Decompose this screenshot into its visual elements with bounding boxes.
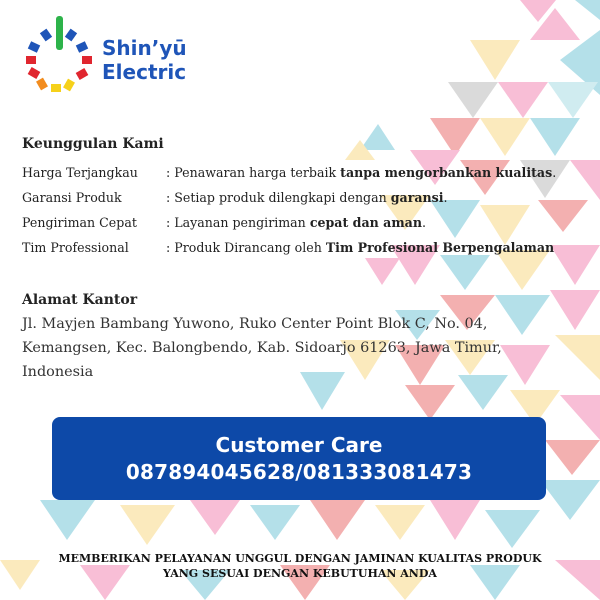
address-title: Alamat Kantor [22, 292, 138, 308]
brand-name-line2: Electric [102, 60, 187, 84]
tagline-line: YANG SESUAI DENGAN KEBUTUHAN ANDA [163, 567, 437, 580]
advantage-row [22, 185, 582, 210]
advantage-description: : Layanan pengiriman cepat dan aman. [166, 215, 426, 230]
advantage-row [22, 210, 582, 235]
address-line: Indonesia [22, 364, 94, 380]
tagline [10, 551, 590, 581]
advantage-description: : Produk Dirancang oleh Tim Profesional Berpengalaman [166, 240, 555, 255]
customer-care-phones[interactable]: 087894045628/081333081473 [125, 459, 473, 484]
advantage-label: Garansi Produk [22, 190, 122, 205]
advantage-label: Tim Professional [22, 240, 129, 255]
advantage-label: Harga Terjangkau [22, 165, 138, 180]
power-button-ring-icon [20, 14, 100, 96]
address-section [22, 292, 582, 384]
customer-care-title: Customer Care [215, 432, 383, 457]
address-line: Jl. Mayjen Bambang Yuwono, Ruko Center Point Blok C, No. 04, [22, 316, 488, 332]
advantage-description: : Penawaran harga terbaik tanpa mengorbankan kualitas. [166, 165, 557, 180]
advantage-label: Pengiriman Cepat [22, 215, 137, 230]
advantage-row [22, 235, 582, 260]
customer-care-box [52, 417, 546, 500]
advantages-title: Keunggulan Kami [22, 136, 164, 152]
address-text [22, 312, 582, 384]
address-line: Kemangsen, Kec. Balongbendo, Kab. Sidoarjo 61263, Jawa Timur, [22, 340, 502, 356]
brand-name-line1: Shin’yū [102, 36, 187, 60]
advantages-section [22, 136, 582, 260]
brand-logo [20, 14, 220, 96]
advantage-row [22, 160, 582, 185]
tagline-line: MEMBERIKAN PELAYANAN UNGGUL DENGAN JAMINAN KUALITAS PRODUK [58, 552, 542, 565]
advantage-description: : Setiap produk dilengkapi dengan garansi. [166, 190, 448, 205]
